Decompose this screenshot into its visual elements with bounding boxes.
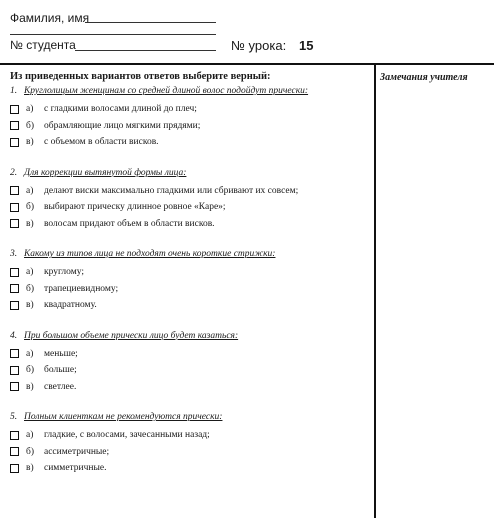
question-text: Какому из типов лица не подходят очень короткие стрижки:: [24, 249, 276, 259]
option-text: делают виски максимально гладкими или сбривают их совсем;: [44, 185, 299, 196]
question-text: При большом объеме прически лицо будет казаться:: [24, 330, 239, 341]
answer-checkbox[interactable]: [10, 138, 19, 147]
option-text: выбирают прическу длинное ровное «Каре»;: [44, 202, 226, 213]
option-letter: а): [26, 104, 34, 115]
question-text: Для коррекции вытянутой формы лица:: [24, 167, 187, 178]
option-text: трапециевидному;: [44, 283, 119, 294]
option-letter: а): [26, 185, 34, 196]
lesson-label: № урока:: [231, 38, 287, 53]
answer-option[interactable]: [10, 346, 370, 363]
answer-option[interactable]: [10, 216, 370, 233]
question-title: [10, 168, 370, 178]
question-number: 5.: [10, 412, 18, 422]
answer-checkbox[interactable]: [10, 349, 19, 358]
answer-checkbox[interactable]: [10, 268, 19, 277]
question-title: [10, 412, 370, 422]
question-2: [10, 168, 370, 233]
option-letter: а): [26, 267, 34, 278]
option-text: ассиметричные;: [44, 446, 110, 457]
answer-option[interactable]: [10, 297, 370, 314]
answer-option[interactable]: [10, 379, 370, 396]
answer-option[interactable]: [10, 281, 370, 298]
option-text: волосам придают объем в области висков.: [44, 218, 215, 229]
question-3: [10, 249, 370, 314]
option-text: с объемом в области висков.: [44, 137, 159, 148]
answer-option[interactable]: [10, 101, 370, 118]
question-text: Полным клиенткам не рекомендуются прически:: [24, 412, 223, 422]
option-letter: а): [26, 348, 34, 359]
option-letter: б): [26, 446, 34, 457]
instruction-text: Из приведенных вариантов ответов выберите верный:: [10, 71, 271, 82]
option-text: обрамляющие лицо мягкими прядями;: [44, 120, 201, 131]
student-number-underline: [75, 50, 216, 51]
answer-option[interactable]: [10, 444, 370, 461]
answer-option[interactable]: [10, 134, 370, 151]
question-list: [10, 86, 370, 477]
question-4: [10, 331, 370, 396]
answer-checkbox[interactable]: [10, 301, 19, 310]
lesson-number: 15: [299, 38, 314, 53]
answer-checkbox[interactable]: [10, 121, 19, 130]
option-text: гладкие, с волосами, зачесанными назад;: [44, 430, 210, 441]
answer-option[interactable]: [10, 118, 370, 135]
question-title: [10, 249, 370, 259]
column-divider: [374, 63, 376, 518]
answer-checkbox[interactable]: [10, 366, 19, 375]
answer-option[interactable]: [10, 460, 370, 477]
answer-checkbox[interactable]: [10, 186, 19, 195]
question-number: 3.: [10, 249, 18, 259]
student-number-label: № студента: [10, 38, 76, 52]
question-1: [10, 86, 370, 151]
answer-checkbox[interactable]: [10, 219, 19, 228]
option-letter: в): [26, 463, 34, 474]
question-number: 2.: [10, 167, 18, 178]
question-number: 4.: [10, 330, 18, 341]
question-text: Круглолицым женщинам со средней длиной волос подойдут прически:: [24, 86, 309, 96]
option-text: светлее.: [44, 381, 77, 392]
option-text: круглому;: [44, 267, 84, 278]
option-letter: б): [26, 283, 34, 294]
answer-option[interactable]: [10, 264, 370, 281]
quiz-content: [10, 71, 370, 494]
answer-checkbox[interactable]: [10, 464, 19, 473]
answer-option[interactable]: [10, 199, 370, 216]
answer-checkbox[interactable]: [10, 105, 19, 114]
answer-checkbox[interactable]: [10, 203, 19, 212]
option-letter: б): [26, 120, 34, 131]
name-underline-2: [10, 34, 216, 35]
answer-option[interactable]: [10, 183, 370, 200]
option-text: меньше;: [44, 348, 78, 359]
question-title: [10, 331, 370, 341]
teacher-notes-title: Замечания учителя: [380, 72, 468, 83]
option-text: больше;: [44, 365, 77, 376]
answer-option[interactable]: [10, 427, 370, 444]
answer-checkbox[interactable]: [10, 382, 19, 391]
option-text: квадратному.: [44, 300, 97, 311]
option-letter: в): [26, 300, 34, 311]
option-text: с гладкими волосами длиной до плеч;: [44, 104, 197, 115]
answer-checkbox[interactable]: [10, 431, 19, 440]
option-text: симметричные.: [44, 463, 107, 474]
answer-checkbox[interactable]: [10, 284, 19, 293]
question-5: [10, 412, 370, 477]
option-letter: в): [26, 137, 34, 148]
option-letter: в): [26, 218, 34, 229]
option-letter: б): [26, 365, 34, 376]
name-label: Фамилия, имя: [10, 11, 90, 25]
answer-option[interactable]: [10, 362, 370, 379]
question-title: [10, 86, 370, 96]
name-underline: [85, 22, 216, 23]
option-letter: в): [26, 381, 34, 392]
question-number: 1.: [10, 86, 18, 96]
option-letter: а): [26, 430, 34, 441]
option-letter: б): [26, 202, 34, 213]
answer-checkbox[interactable]: [10, 447, 19, 456]
